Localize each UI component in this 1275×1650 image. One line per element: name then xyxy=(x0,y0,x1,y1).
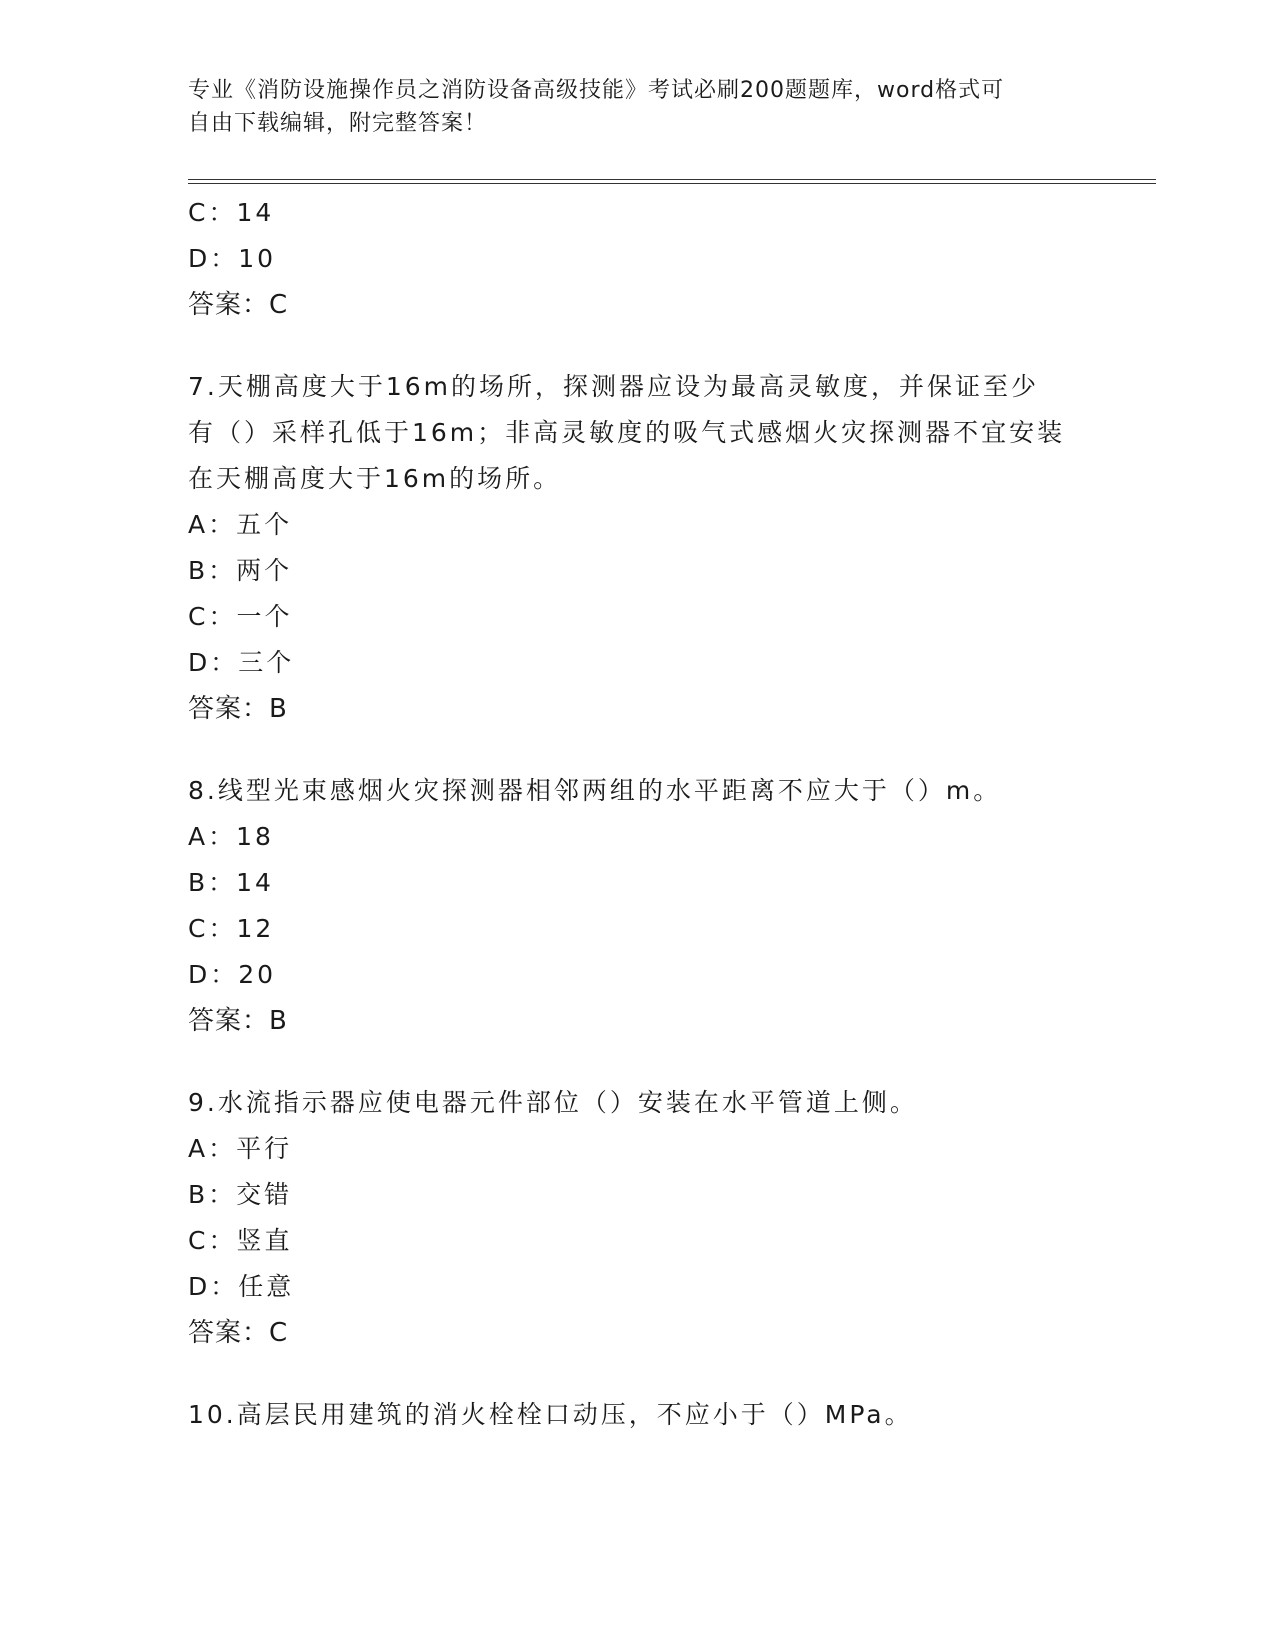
question-stem-line: 在天棚高度大于16m的场所。 xyxy=(188,464,562,493)
option-b: B：交错 xyxy=(188,1180,293,1209)
option-c: C：14 xyxy=(188,198,275,227)
header-divider-top xyxy=(188,179,1156,180)
option-d: D：任意 xyxy=(188,1272,295,1301)
question-6-tail xyxy=(188,190,1088,328)
question-stem: 8.线型光束感烟火灾探测器相邻两组的水平距离不应大于（）m。 xyxy=(188,776,1002,805)
option-d: D：10 xyxy=(188,244,277,273)
answer: 答案：B xyxy=(188,694,288,724)
option-c: C：12 xyxy=(188,914,275,943)
option-a: A：平行 xyxy=(188,1134,293,1163)
document-header xyxy=(188,74,1068,140)
header-line-2: 自由下载编辑，附完整答案！ xyxy=(188,111,488,136)
question-stem-line: 有（）采样孔低于16m；非高灵敏度的吸气式感烟火灾探测器不宜安装 xyxy=(188,418,1066,447)
question-stem: 9.水流指示器应使电器元件部位（）安装在水平管道上侧。 xyxy=(188,1088,918,1117)
question-stem: 10.高层民用建筑的消火栓栓口动压，不应小于（）MPa。 xyxy=(188,1400,913,1429)
option-d: D：三个 xyxy=(188,648,295,677)
option-d: D：20 xyxy=(188,960,277,989)
answer: 答案：B xyxy=(188,1006,288,1036)
answer: 答案：C xyxy=(188,290,289,320)
header-divider-bottom xyxy=(188,183,1156,184)
option-b: B：两个 xyxy=(188,556,293,585)
question-list xyxy=(188,190,1088,1438)
question-9 xyxy=(188,1080,1088,1356)
question-7 xyxy=(188,364,1088,732)
option-a: A：五个 xyxy=(188,510,293,539)
option-c: C：一个 xyxy=(188,602,293,631)
answer: 答案：C xyxy=(188,1318,289,1348)
question-8 xyxy=(188,768,1088,1044)
option-a: A：18 xyxy=(188,822,274,851)
option-c: C：竖直 xyxy=(188,1226,293,1255)
header-line-1: 专业《消防设施操作员之消防设备高级技能》考试必刷200题题库，word格式可 xyxy=(188,78,1005,103)
question-10 xyxy=(188,1392,1088,1438)
option-b: B：14 xyxy=(188,868,274,897)
question-stem-line: 7.天棚高度大于16m的场所，探测器应设为最高灵敏度，并保证至少 xyxy=(188,372,1040,401)
